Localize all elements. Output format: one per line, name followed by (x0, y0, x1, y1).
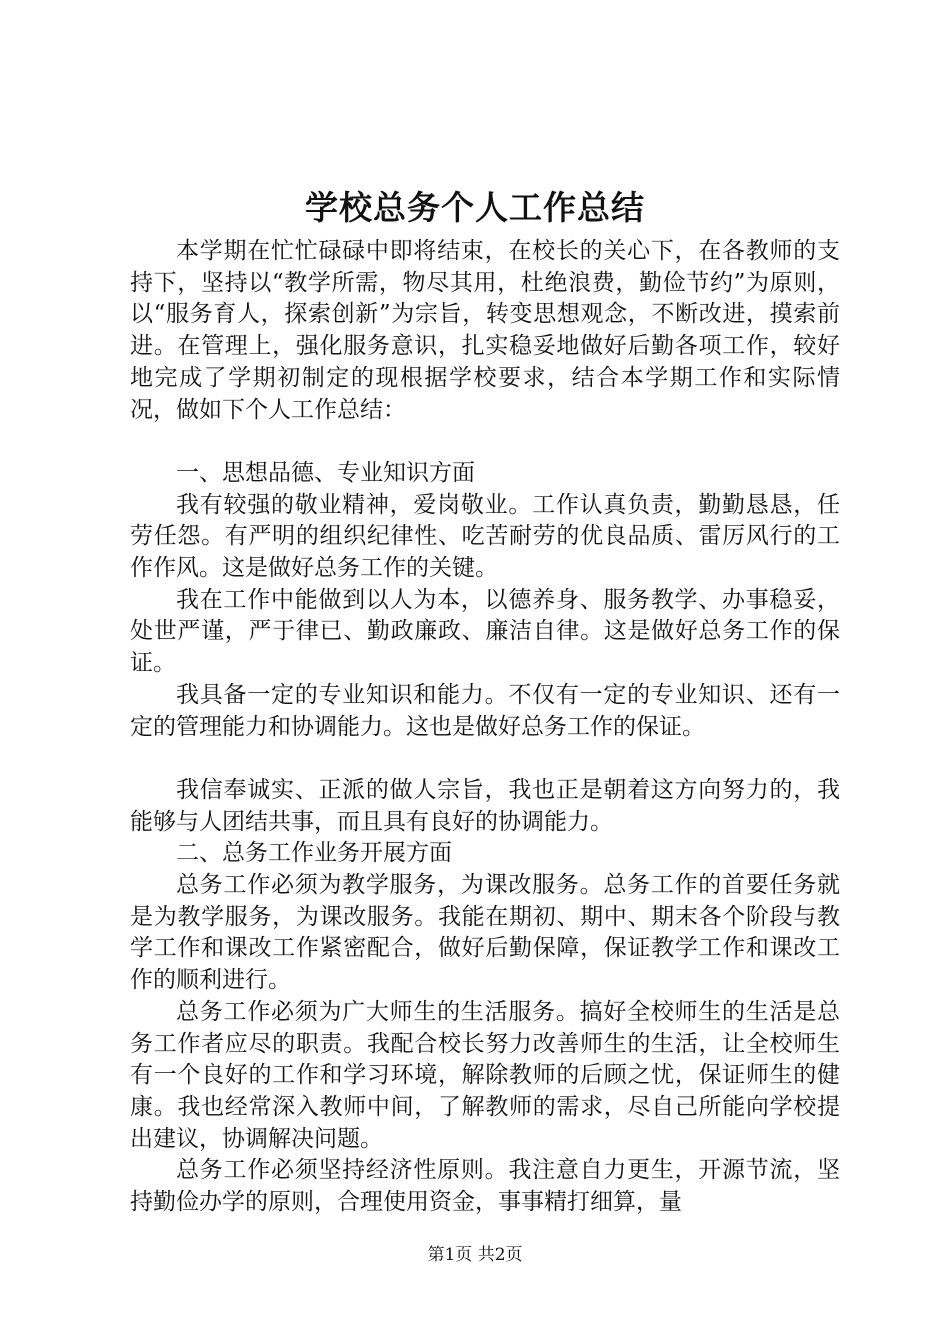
section-heading-2: 二、总务工作业务开展方面 (176, 840, 452, 867)
document-body (130, 236, 840, 1219)
paragraph-intro: 本学期在忙忙碌碌中即将结束，在校长的关心下，在各教师的支持下，坚持以“教学所需，物尽其用，杜绝浪费，勤俭节约”为原则，以“服务育人，探索创新”为宗旨，转变思想观念，不断改进，摸索前进。在管理上，强化服务意识，扎实稳妥地做好后勤各项工作，较好地完成了学期初制定的现根据学校要求，结合本学期工作和实际情况，做如下个人工作总结： (130, 238, 840, 423)
paragraph: 总务工作必须坚持经济性原则。我注意自力更生，开源节流，坚持勤俭办学的原则，合理使用资金，事事精打细算，量 (130, 1157, 840, 1216)
paragraph: 我在工作中能做到以人为本，以德养身、服务教学、办事稳妥，处世严谨，严于律已、勤政廉政、廉洁自律。这是做好总务工作的保证。 (130, 586, 840, 677)
paragraph-gap (130, 743, 840, 775)
page-footer: 第1页 共2页 (427, 1245, 523, 1265)
paragraph-gap (130, 426, 840, 458)
paragraph: 我有较强的敬业精神，爱岗敬业。工作认真负责，勤勤恳恳，任劳任怨。有严明的组织纪律性、吃苦耐劳的优良品质、雷厉风行的工作作风。这是做好总务工作的关键。 (130, 491, 840, 582)
paragraph: 总务工作必须为教学服务，为课改服务。总务工作的首要任务就是为教学服务，为课改服务。我能在期初、期中、期末各个阶段与教学工作和课改工作紧密配合，做好后勤保障，保证教学工作和课改工作的顺利进行。 (130, 872, 840, 994)
paragraph: 我信奉诚实、正派的做人宗旨，我也正是朝着这方向努力的，我能够与人团结共事，而且具有良好的协调能力。 (130, 776, 840, 835)
document-title: 学校总务个人工作总结 (305, 188, 645, 227)
paragraph: 我具备一定的专业知识和能力。不仅有一定的专业知识、还有一定的管理能力和协调能力。这也是做好总务工作的保证。 (130, 681, 840, 740)
section-heading-1: 一、思想品德、专业知识方面 (176, 459, 475, 486)
paragraph: 总务工作必须为广大师生的生活服务。搞好全校师生的生活是总务工作者应尽的职责。我配合校长努力改善师生的生活，让全校师生有一个良好的工作和学习环境，解除教师的后顾之忧，保证师生的健康。我也经常深入教师中间，了解教师的需求，尽自己所能向学校提出建议，协调解决问题。 (130, 998, 840, 1152)
